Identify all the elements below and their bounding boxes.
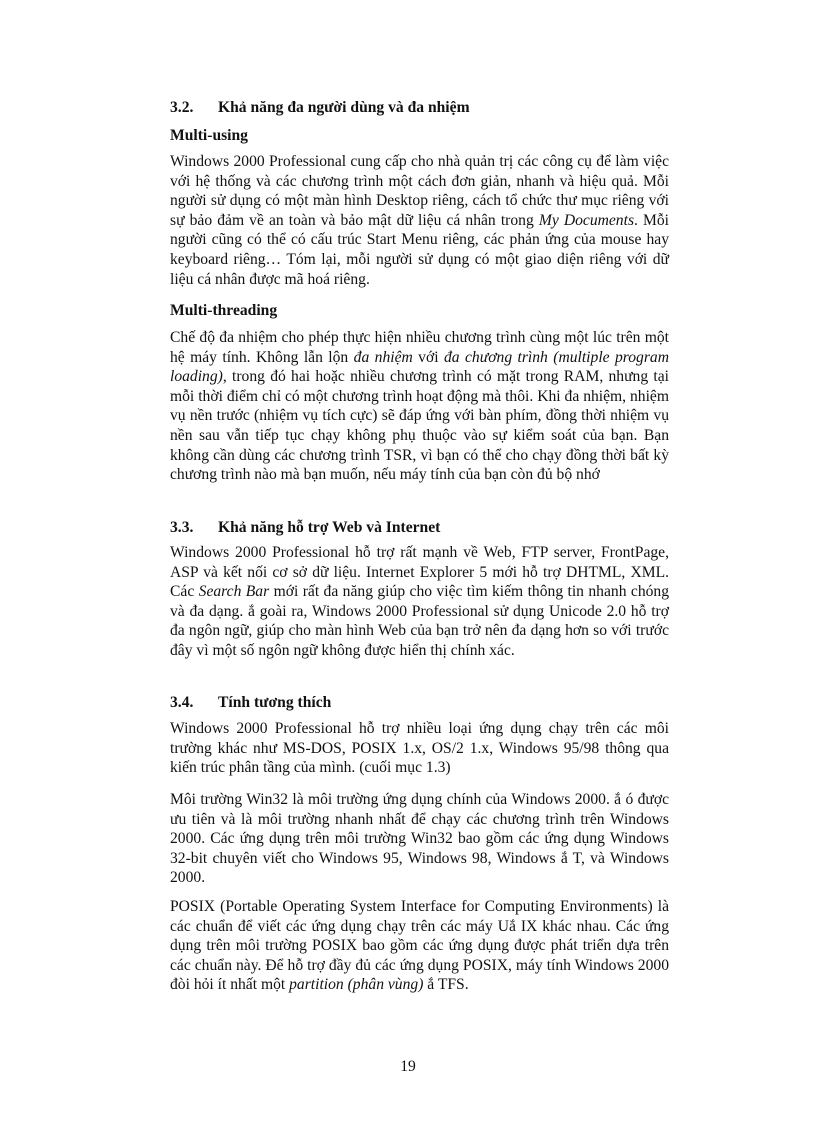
paragraph-multi-threading: Chế độ đa nhiệm cho phép thực hiện nhiều chương trình cùng một lúc trên một hệ máy tính. Không lẫn lộn đa nhiệm với đa chương trình (multiple program loading), trong đó hai hoặc nhiều chương trình có mặt trong RAM, nhưng tại mỗi thời điểm chỉ có một chương trình hoạt động mà thôi. Khi đa nhiệm, nhiệm vụ nền trước (nhiệm vụ tích cực) sẽ đáp ứng với bàn phím, đồng thời nhiệm vụ nền sau vẫn tiếp tục chạy không phụ thuộc vào sự kiểm soát của bạn. Bạn không cần dùng các chương trình TSR, vì bạn có thể cho chạy đồng thời bất kỳ chương trình nào mà bạn muốn, nếu máy tính của bạn còn đủ bộ nhớ: [170, 329, 669, 484]
section-title: Khả năng đa người dùng và đa nhiệm: [218, 99, 470, 116]
section-heading-3-4: [170, 693, 669, 713]
section-number: 3.4.: [170, 694, 194, 711]
paragraph-posix: POSIX (Portable Operating System Interface for Computing Environments) là các chuẩn để viết các ứng dụng chạy trên các máy Uắ IX khác nhau. Các ứng dụng trên môi trường POSIX bao gồm các ứng dụng được phát triển dựa trên các chuẩn này. Để hỗ trợ đầy đủ các ứng dụng POSIX, máy tính Windows 2000 đòi hỏi ít nhất một partition (phân vùng) ắ TFS.: [170, 898, 669, 994]
section-heading-3-3: [170, 518, 669, 538]
section-number: 3.2.: [170, 99, 194, 116]
paragraph-multi-using: Windows 2000 Professional cung cấp cho nhà quản trị các công cụ để làm việc với hệ thống và các chương trình một cách đơn giản, nhanh và hiệu quả. Mỗi người sử dụng có một màn hình Desktop riêng, cách tổ chức thư mục riêng với sự bảo đảm về an toàn và bảo mật dữ liệu cá nhân trong My Documents. Mỗi người cũng có thể có cấu trúc Start Menu riêng, các phản ứng của mouse hay keyboard riêng… Tóm lại, mỗi người sử dụng có một giao diện riêng với dữ liệu cá nhân được mã hoá riêng.: [170, 153, 670, 288]
page-number: 19: [400, 1058, 416, 1075]
section-title: Tính tương thích: [218, 694, 332, 711]
paragraph-web-internet: Windows 2000 Professional hỗ trợ rất mạnh về Web, FTP server, FrontPage, ASP và kết nối cơ sở dữ liệu. Internet Explorer 5 mới hỗ trợ DHTML, XML. Các Search Bar mới rất đa năng giúp cho việc tìm kiếm thông tin nhanh chóng và đa dạng. ắ goài ra, Windows 2000 Professional sử dụng Unicode 2.0 hỗ trợ đa ngôn ngữ, giúp cho màn hình Web của bạn trở nên đa dạng hơn so với trước đây vì một số ngôn ngữ không được hiển thị chính xác.: [170, 544, 670, 659]
section-number: 3.3.: [170, 519, 194, 536]
paragraph-win32: Môi trường Win32 là môi trường ứng dụng chính của Windows 2000. ắ ó được ưu tiên và là môi trường nhanh nhất để chạy các chương trình trên Windows 2000. Các ứng dụng trên môi trường Win32 bao gồm các ứng dụng Windows 32-bit chuyên viết cho Windows 95, Windows 98, Windows ắ T, và Windows 2000.: [170, 791, 669, 887]
subheading-multi-threading: Multi-threading: [170, 302, 278, 319]
section-heading-3-2: [170, 98, 669, 118]
subheading-multi-using: Multi-using: [170, 127, 248, 144]
paragraph-compatibility: Windows 2000 Professional hỗ trợ nhiều loại ứng dụng chạy trên các môi trường khác như MS-DOS, POSIX 1.x, OS/2 1.x, Windows 95/98 thông qua kiến trúc phân tầng của mình. (cuối mục 1.3): [170, 720, 669, 777]
section-title: Khả năng hỗ trợ Web và Internet: [218, 519, 441, 536]
